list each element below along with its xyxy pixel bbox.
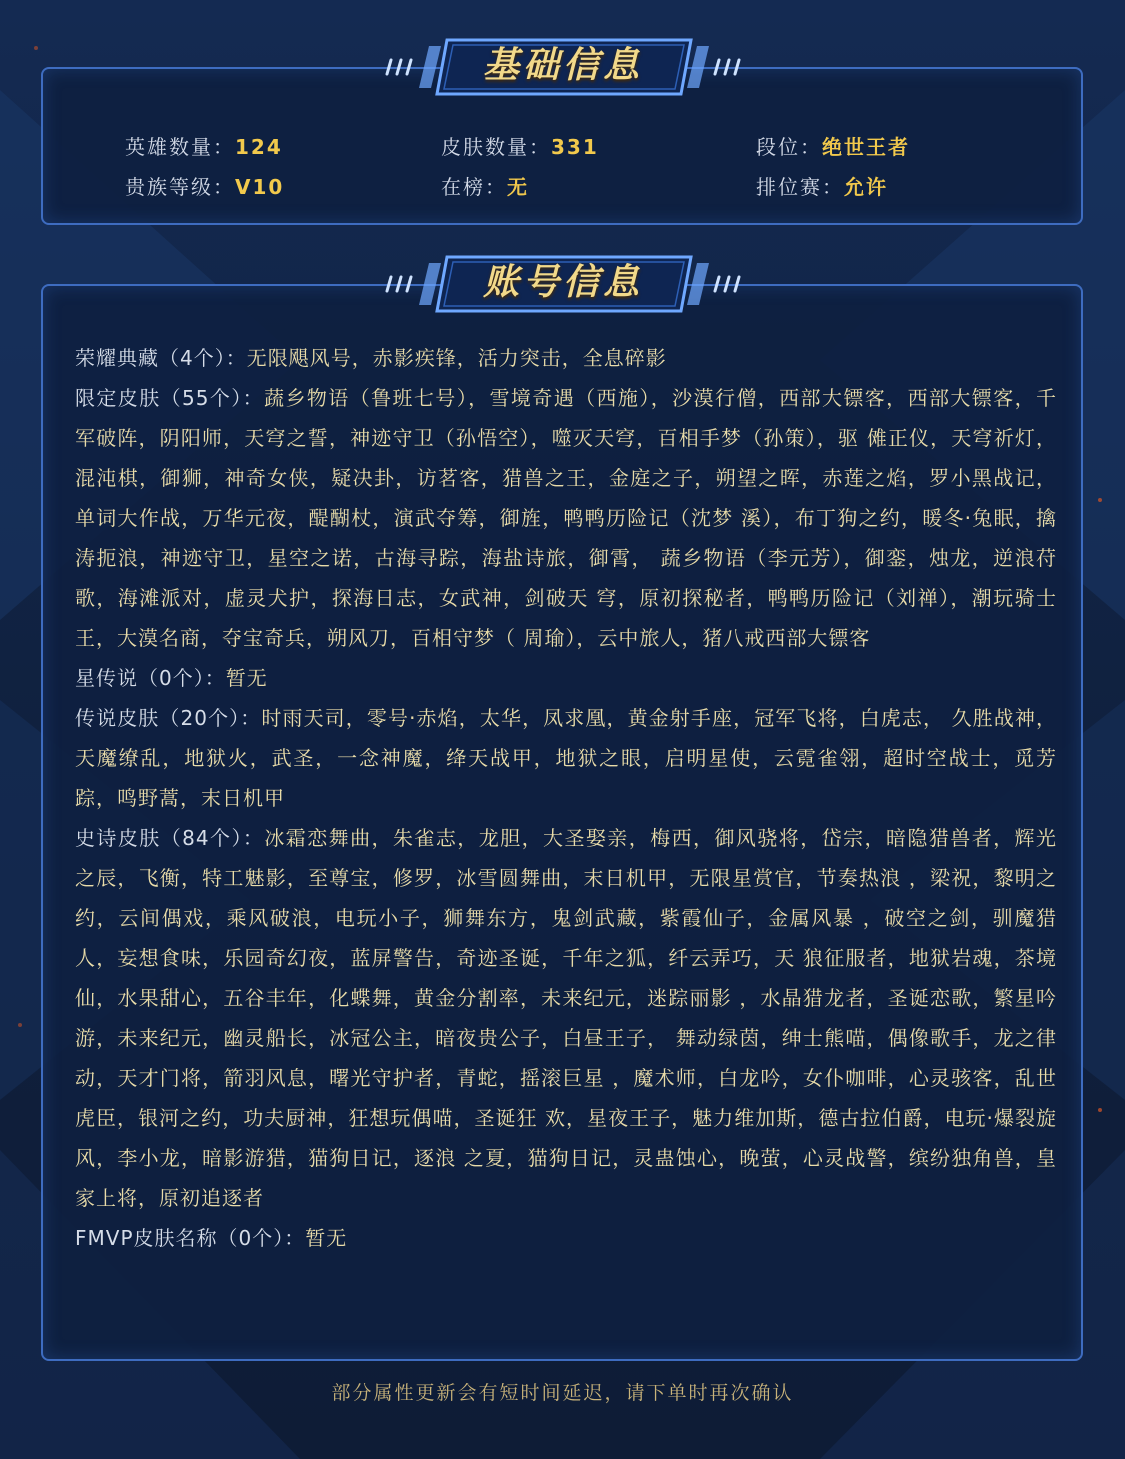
section-text: 蔬乡物语（鲁班七号），雪境奇遇（西施），沙漠行僧，西部大镖客，西部大镖客，千军破阵，阴阳师，天穹之誓，神迹守卫（孙悟空），噬灭天穹，百相手梦（孙策），驱 傩正仪，天穹祈灯，混沌棋，御狮，神奇女侠，疑决卦，访茗客，猎兽之王，金庭之子，朔望之晖，赤莲之焰，罗小黑战记，单词大作战，万华元夜，醍醐杖，演武夺筹，御旌，鸭鸭历险记（沈梦 溪），布丁狗之约，暖冬·兔眠，擒涛扼浪，神迹守卫，星空之诺，古海寻踪，海盐诗旅，御霄， 蔬乡物语（李元芳），御銮，烛龙，逆浪苻歌，海滩派对，虚灵犬护，探海日志，女武神，剑破天 穹，原初探秘者，鸭鸭历险记（刘禅），潮玩骑士王，大漠名商，夺宝奇兵，朔风刀，百相守梦（ 周瑜），云中旅人，猪八戒西部大镖客 <box>75 386 1057 650</box>
info-label: 排位赛： <box>756 175 844 199</box>
info-value: 331 <box>551 135 599 159</box>
section-label: 史诗皮肤（84个）： <box>75 826 265 850</box>
section-text: 无限飓风号，赤影疾锋，活力突击，全息碎影 <box>246 346 667 370</box>
basic-info-title: 基础信息 <box>482 45 643 86</box>
section-fmvp-skins <box>75 1218 1057 1258</box>
section-label: 星传说（0个）： <box>75 666 226 690</box>
section-label: 传说皮肤（20个）： <box>75 706 262 730</box>
info-label: 段位： <box>756 135 822 159</box>
account-info-title-badge <box>385 253 741 315</box>
section-label: 荣耀典藏（4个）： <box>75 346 247 370</box>
info-item-ranked-match <box>756 171 888 200</box>
info-label: 贵族等级： <box>125 175 235 199</box>
basic-info-grid <box>125 131 1025 211</box>
section-legend-skins <box>75 698 1057 818</box>
info-label: 皮肤数量： <box>441 135 551 159</box>
section-text: 时雨天司，零号·赤焰，太华，凤求凰，黄金射手座，冠军飞将，白虎志， 久胜战神，天魔缭乱，地狱火，武圣，一念神魔，绛天战甲，地狱之眼，启明星使，云霓雀翎，超时空战士，觅芳踪，鸣野蒿，末日机甲 <box>75 706 1057 810</box>
section-text: 暂无 <box>225 666 268 690</box>
info-value: 124 <box>235 135 283 159</box>
section-star-legend <box>75 658 1057 698</box>
info-item-hero-count <box>125 131 283 160</box>
account-info-panel <box>41 284 1083 1361</box>
info-value: 允许 <box>844 175 888 199</box>
basic-info-title-badge <box>385 36 741 98</box>
section-limited-skins <box>75 378 1057 658</box>
info-item-rank <box>756 131 910 160</box>
section-text: 冰霜恋舞曲，朱雀志，龙胆，大圣娶亲，梅西，御风骁将，岱宗，暗隐猎兽者，辉光之辰，飞衡，特工魅影，至尊宝，修罗，冰雪圆舞曲，末日机甲，无限星赏官，节奏热浪 ，梁祝，黎明之约，云间偶戏，乘风破浪，电玩小子，狮舞东方，鬼剑武藏，紫霞仙子，金属风暴 ，破空之剑，驯魔猎人，妄想食味，乐园奇幻夜，蓝屏警告，奇迹圣诞，千年之狐，纤云弄巧，天 狼征服者，地狱岩魂，茶境仙，水果甜心，五谷丰年，化蝶舞，黄金分割率，未来纪元，迷踪丽影 ，水晶猎龙者，圣诞恋歌，繁星吟游，未来纪元，幽灵船长，冰冠公主，暗夜贵公子，白昼王子， 舞动绿茵，绅士熊喵，偶像歌手，龙之律动，天才门将，箭羽风息，曙光守护者，青蛇，摇滚巨星 ，魔术师，白龙吟，女仆咖啡，心灵骇客，乱世虎臣，银河之约，功夫厨神，狂想玩偶喵，圣诞狂 欢，星夜王子，魅力维加斯，德古拉伯爵，电玩·爆裂旋风，李小龙，暗影游猎，猫狗日记，逐浪 之夏，猫狗日记，灵蛊蚀心，晚萤，心灵战警，缤纷独角兽，皇家上将，原初追逐者 <box>75 826 1057 1210</box>
section-glory-collection <box>75 338 1057 378</box>
section-epic-skins <box>75 818 1057 1218</box>
section-label: 限定皮肤（55个）： <box>75 386 265 410</box>
account-info-title: 账号信息 <box>482 262 643 303</box>
footer-notice: 部分属性更新会有短时间延迟，请下单时再次确认 <box>331 1382 794 1404</box>
info-label: 在榜： <box>441 175 507 199</box>
info-value: V10 <box>235 175 285 199</box>
info-item-noble-level <box>125 171 284 200</box>
info-row <box>125 131 1025 171</box>
info-item-skin-count <box>441 131 599 160</box>
section-label: FMVP皮肤名称（0个）： <box>75 1226 306 1250</box>
info-row <box>125 171 1025 211</box>
account-info-content <box>75 338 1057 1258</box>
section-text: 暂无 <box>305 1226 348 1250</box>
info-value: 无 <box>507 175 529 199</box>
info-item-on-leaderboard <box>441 171 529 200</box>
info-label: 英雄数量： <box>125 135 235 159</box>
info-value: 绝世王者 <box>822 135 910 159</box>
